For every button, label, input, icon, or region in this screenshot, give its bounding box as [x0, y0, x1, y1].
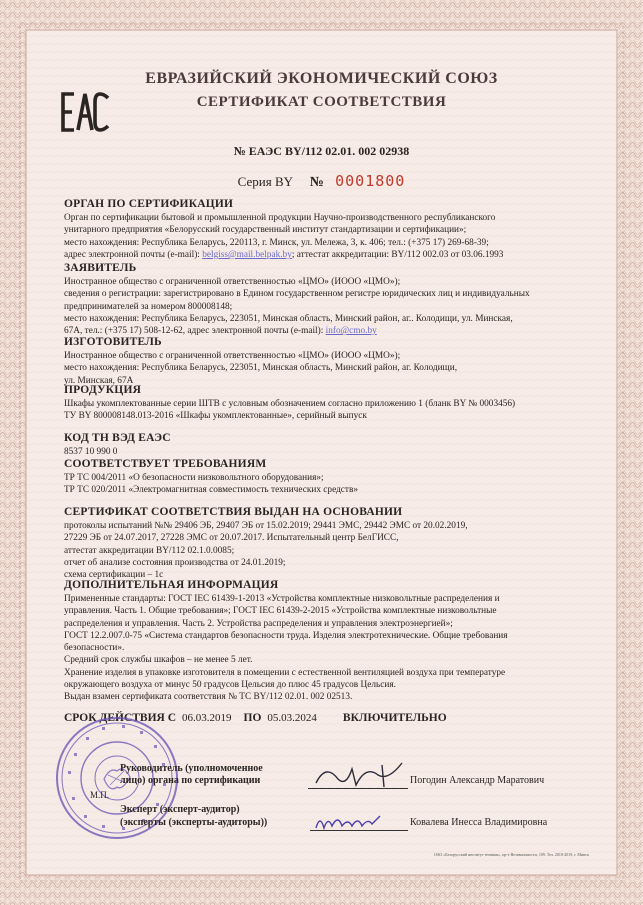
requirements-text: [64, 472, 584, 497]
text-line: место нахождения: Республика Беларусь, 220113, г. Минск, ул. Мележа, 3, к. 406; тел.: (+375 17) 269-68-39;: [64, 237, 489, 248]
text-line: окружающего воздуха от минус 50 градусов Цельсия до плюс 45 градусов Цельсия.: [64, 680, 396, 691]
certificate-title: СЕРТИФИКАТ СООТВЕТСТВИЯ: [196, 94, 447, 110]
validity-from: 06.03.2019: [182, 712, 232, 724]
text-line: сведения о регистрации: зарегистрировано в Едином государственном регистре юридических лиц и индивидуальных: [64, 289, 530, 300]
stamp-mp: М.П.: [90, 790, 110, 800]
product-text: [64, 398, 584, 423]
email-suffix: ; аттестат аккредитации: BY/112 002.03 от 03.06.1993: [291, 249, 504, 260]
product-title: ПРОДУКЦИЯ: [64, 384, 142, 396]
text-line: ТУ BY 800008148.013-2016 «Шкафы укомплектованные», серийный выпуск: [64, 411, 367, 422]
text-line: распределения и управления. Часть 2. Устройства распределения и управления электроэнергией»;: [64, 618, 453, 629]
text-line: безопасности».: [64, 643, 125, 654]
manufacturer-title: ИЗГОТОВИТЕЛЬ: [64, 336, 162, 348]
text-line: унитарного предприятия «Белорусский государственный институт стандартизации и сертификации»;: [64, 225, 467, 236]
printer-footer: ОАО «Белорусский институт техники», пр-т Независимости, 109. Тел. 2010-2019, г. Минск: [434, 852, 589, 857]
text-line: ТР ТС 004/2011 «О безопасности низковольтного оборудования»;: [64, 473, 324, 483]
head-label-2: лицо) органа по сертификации: [120, 775, 261, 786]
validity-label: СРОК ДЕЙСТВИЯ С: [64, 712, 177, 724]
text-line: предпринимателей за номером 800008148;: [64, 301, 233, 312]
text-line: отчет об анализе состояния производства от 24.01.2019;: [64, 557, 286, 568]
basis-title: СЕРТИФИКАТ СООТВЕТСТВИЯ ВЫДАН НА ОСНОВАНИИ: [64, 506, 403, 518]
additional-title: ДОПОЛНИТЕЛЬНАЯ ИНФОРМАЦИЯ: [64, 579, 279, 591]
authority-title: ОРГАН ПО СЕРТИФИКАЦИИ: [64, 198, 234, 210]
hs-code-value: 8537 10 990 0: [64, 447, 118, 457]
text-line: ул. Минская, 67А: [64, 375, 134, 386]
email-prefix: адрес электронной почты (e-mail):: [64, 249, 203, 260]
text-line: Хранение изделия в упаковке изготовителя в помещении с естественной вентиляцией воздуха при температуре: [64, 667, 506, 678]
expert-name: Ковалева Инесса Владимировна: [410, 817, 548, 828]
text-line: Примененные стандарты: ГОСТ IEC 61439-1-2013 «Устройства комплектные низковольтные распределения и: [64, 594, 500, 604]
basis-text: [64, 520, 584, 581]
text-line: место нахождения: Республика Беларусь, 223051, Минская область, Минский район, аг. Колодищи,: [64, 363, 458, 374]
validity-to-label: ПО: [243, 712, 262, 724]
text-line: Иностранное общество с ограниченной ответственностью «ЦМО» (ИООО «ЦМО»);: [64, 351, 401, 361]
authority-email-link[interactable]: belgiss@mail.belpak.by: [202, 249, 292, 260]
text-line: Шкафы укомплектованные серии ШТВ с условным обозначением согласно приложению 1 (бланк BY № 0003456): [64, 399, 516, 409]
text-line: аттестат аккредитации BY/112 02.1.0.0085;: [64, 545, 235, 556]
text-line: ГОСТ 12.2.007.0-75 «Система стандартов безопасности труда. Изделия электротехнические. Общие требования: [64, 630, 508, 641]
expert-label-1: Эксперт (эксперт-аудитор): [120, 804, 240, 815]
applicant-email-link[interactable]: info@cmo.by: [325, 326, 377, 337]
text-line: Орган по сертификации бытовой и промышленной продукции Научно-производственного республиканского: [64, 213, 496, 223]
additional-text: [64, 593, 584, 704]
applicant-title: ЗАЯВИТЕЛЬ: [64, 262, 137, 274]
text-line: управления. Часть 1. Общие требования»; ГОСТ IEC 61439-2-2015 «Устройства комплектные низковольтные: [64, 606, 497, 617]
head-name: Погодин Александр Маратович: [410, 775, 545, 786]
expert-label-2: (эксперты (эксперты-аудиторы)): [120, 817, 268, 828]
certificate-number: № ЕАЭС BY/112 02.01. 002 02938: [233, 144, 410, 158]
text-line: Средний срок службы шкафов – не менее 5 лет.: [64, 655, 253, 666]
union-title: ЕВРАЗИЙСКИЙ ЭКОНОМИЧЕСКИЙ СОЮЗ: [145, 70, 498, 87]
hs-code-text: [64, 446, 584, 458]
series-number: 0001800: [335, 172, 406, 190]
series-label: Серия BY: [237, 174, 293, 189]
validity-inclusive: ВКЛЮЧИТЕЛЬНО: [342, 712, 447, 724]
eac-logo-icon: [60, 90, 110, 134]
text-line: 27229 ЭБ от 24.07.2017, 27228 ЭМС от 20.07.2017. Испытательный центр БелГИСС,: [64, 533, 399, 544]
requirements-title: СООТВЕТСТВУЕТ ТРЕБОВАНИЯМ: [64, 458, 267, 470]
text-line: место нахождения: Республика Беларусь, 223051, Минская область, Минский район, аг.. Колодищи, ул. Минская,: [64, 313, 513, 324]
validity-to: 05.03.2024: [267, 712, 317, 724]
series-no: №: [309, 175, 324, 190]
text-line: схема сертификации – 1с: [64, 570, 164, 581]
text-line: протоколы испытаний №№ 29406 ЭБ, 29407 ЭБ от 15.02.2019; 29441 ЭМС, 29442 ЭМС от 20.02.2019,: [64, 521, 468, 531]
head-signature-icon: [312, 757, 408, 791]
applicant-text: [64, 276, 584, 337]
applicant-last-prefix: 67А, тел.: (+375 17) 508-12-62, адрес электронной почты (e-mail):: [64, 326, 326, 337]
text-line: Иностранное общество с ограниченной ответственностью «ЦМО» (ИООО «ЦМО»);: [64, 277, 401, 287]
text-line: Выдан взамен сертификата соответствия № ТС BY/112 02.01. 002 02513.: [64, 692, 353, 703]
authority-text: [64, 212, 584, 261]
head-label-1: Руководитель (уполномоченное: [120, 763, 263, 774]
text-line: [64, 249, 584, 261]
expert-signature-icon: [314, 810, 384, 834]
manufacturer-text: [64, 350, 584, 387]
series-line: [0, 172, 643, 191]
hs-code-title: КОД ТН ВЭД ЕАЭС: [64, 432, 171, 444]
text-line: ТР ТС 020/2011 «Электромагнитная совместимость технических средств»: [64, 485, 359, 496]
